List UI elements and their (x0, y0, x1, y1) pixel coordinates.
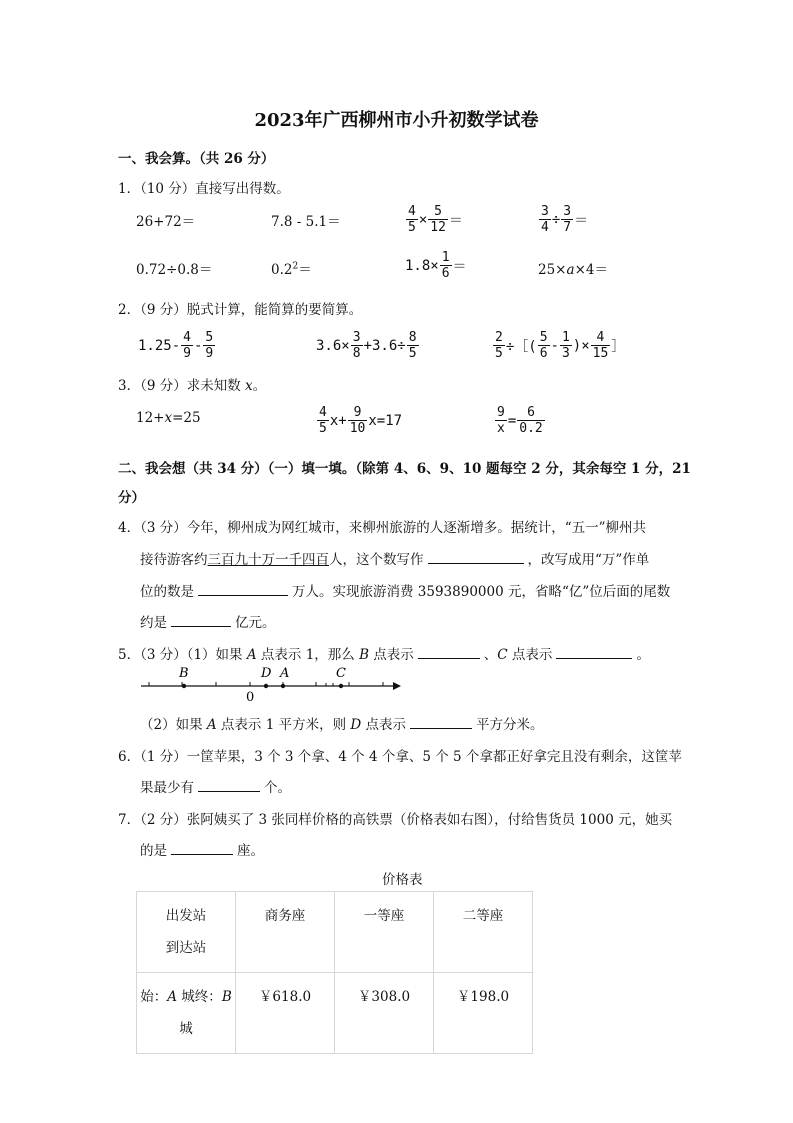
table-route-cell: 始：A 城终：B 城 (137, 973, 236, 1054)
fraction: $\frac{3}{7}$ (563, 204, 572, 235)
q1-item-d: $\frac{3}{4}$ ÷ $\frac{3}{7}$ ＝ (541, 204, 589, 235)
q2-item-b: 3.6× $\frac{3}{8}$ +3.6÷ $\frac{8}{5}$ (316, 330, 417, 361)
fraction: $\frac{9}{10}$ (349, 405, 366, 436)
q1-stem: 1．（10 分）直接写出得数。 (118, 181, 290, 197)
q1-item-g: 1.8× $\frac{1}{6}$ ＝ (405, 250, 467, 281)
fraction: $\frac{4}{9}$ (183, 330, 191, 361)
q2-stem: 2．（9 分）脱式计算，能简算的要简算。 (118, 302, 363, 318)
table-cell: ￥308.0 (335, 973, 434, 1054)
q3-stem: 3．（9 分）求未知数 x。 (118, 378, 267, 394)
q3-item-a: 12+x=25 (136, 410, 201, 426)
table-header-cell: 商务座 (236, 892, 335, 973)
table-cell: ￥198.0 (434, 973, 533, 1054)
fraction: $\frac{4}{5}$ (408, 204, 416, 235)
section2-heading-line2: 分） (118, 490, 145, 506)
q2-item-a: 1.25- $\frac{4}{9}$ - $\frac{5}{9}$ (138, 330, 214, 361)
fraction: $\frac{8}{5}$ (408, 330, 417, 361)
table-cell: ￥618.0 (236, 973, 335, 1054)
section1-heading: 一、我会算。（共 26 分） (118, 151, 275, 167)
q1-item-e: 0.72÷0.8＝ (136, 262, 213, 278)
page-title: 2023年广西柳州市小升初数学试卷 (254, 110, 539, 131)
answer-blank[interactable] (198, 582, 288, 596)
price-table-title: 价格表 (382, 872, 423, 888)
table-header-cell: 一等座 (335, 892, 434, 973)
label-B: B (179, 666, 189, 681)
q1-item-h: 25×a×4＝ (538, 262, 608, 278)
fraction: $\frac{3}{4}$ (541, 204, 549, 235)
answer-blank[interactable] (556, 645, 632, 659)
fraction: $\frac{9}{x}$ (497, 405, 505, 436)
fraction: $\frac{1}{3}$ (561, 330, 570, 361)
q4-line3: 位的数是 万人。实现旅游消费 3593890000 元，省略“亿”位后面的尾数 (140, 584, 671, 600)
fraction: $\frac{5}{9}$ (205, 330, 214, 361)
q3-item-c: $\frac{9}{x}$ = $\frac{6}{0.2}$ (497, 405, 543, 436)
label-A: A (280, 666, 290, 681)
label-D: D (261, 666, 272, 681)
point-D (264, 684, 268, 688)
number-line (135, 662, 407, 704)
point-B (182, 684, 186, 688)
table-row (137, 892, 533, 973)
q6-line1: 6．（1 分）一筐苹果，3 个 3 个拿、4 个 4 个拿、5 个 5 个拿都正好拿完且没有剩余，这筐苹 (118, 749, 682, 765)
fraction: $\frac{4}{15}$ (592, 330, 609, 361)
answer-blank[interactable] (410, 715, 472, 729)
fraction: $\frac{2}{5}$ (495, 330, 503, 361)
label-zero: 0 (246, 690, 255, 704)
q1-item-a: 26+72＝ (136, 214, 196, 230)
q3-item-b: $\frac{4}{5}$ x+ $\frac{9}{10}$ x=17 (319, 405, 403, 436)
label-C: C (336, 666, 346, 681)
q1-item-c: $\frac{4}{5}$ × $\frac{5}{12}$ ＝ (408, 204, 463, 235)
q2-item-c: $\frac{2}{5}$ ÷［( $\frac{5}{6}$ - $\frac{1}{3}$ )× $\frac{4}{15}$ ］ (495, 330, 626, 361)
q4-line2: 接待游客约三百九十万一千四百人，这个数写作 ，改写成用“万”作单 (140, 552, 650, 568)
section2-heading-line1: 二、我会想（共 34 分）（一）填一填。（除第 4、6、9、10 题每空 2 分，其余每空 1 分，21 (118, 461, 691, 477)
answer-blank[interactable] (418, 645, 480, 659)
price-table (136, 891, 533, 1054)
point-C (339, 684, 343, 688)
q1-item-f: $0.2^2=$ (271, 261, 312, 278)
q4-line4: 约是 亿元。 (140, 615, 276, 631)
answer-blank[interactable] (198, 778, 260, 792)
fraction: $\frac{5}{12}$ (430, 204, 446, 235)
answer-blank[interactable] (428, 550, 524, 564)
answer-blank[interactable] (171, 613, 231, 627)
q1-item-b: 7.8 - 5.1＝ (271, 214, 341, 230)
fraction: $\frac{1}{6}$ (441, 250, 450, 281)
fraction: $\frac{6}{0.2}$ (519, 405, 543, 436)
fraction: $\frac{3}{8}$ (352, 330, 361, 361)
q6-line2: 果最少有 个。 (140, 780, 291, 796)
arrow-icon (393, 682, 401, 690)
q4-line1: 4．（3 分）今年，柳州成为网红城市，来柳州旅游的人逐渐增多。据统计，“五一”柳州共 (118, 520, 647, 536)
point-A (281, 684, 285, 688)
q7-line1: 7．（2 分）张阿姨买了 3 张同样价格的高铁票（价格表如右图），付给售货员 1000 元，她买 (118, 812, 673, 828)
q5-line2: （2）如果 A 点表示 1 平方米，则 D 点表示 平方分米。 (140, 717, 544, 733)
fraction: $\frac{5}{6}$ (539, 330, 548, 361)
q5-line1: 5．（3 分）（1）如果 A 点表示 1，那么 B 点表示 、C 点表示 。 (118, 647, 650, 663)
q7-line2: 的是 座。 (140, 843, 264, 859)
answer-blank[interactable] (171, 841, 233, 855)
table-row (137, 973, 533, 1054)
table-corner-cell: 出发站 到达站 (137, 892, 236, 973)
table-header-cell: 二等座 (434, 892, 533, 973)
fraction: $\frac{4}{5}$ (319, 405, 327, 436)
